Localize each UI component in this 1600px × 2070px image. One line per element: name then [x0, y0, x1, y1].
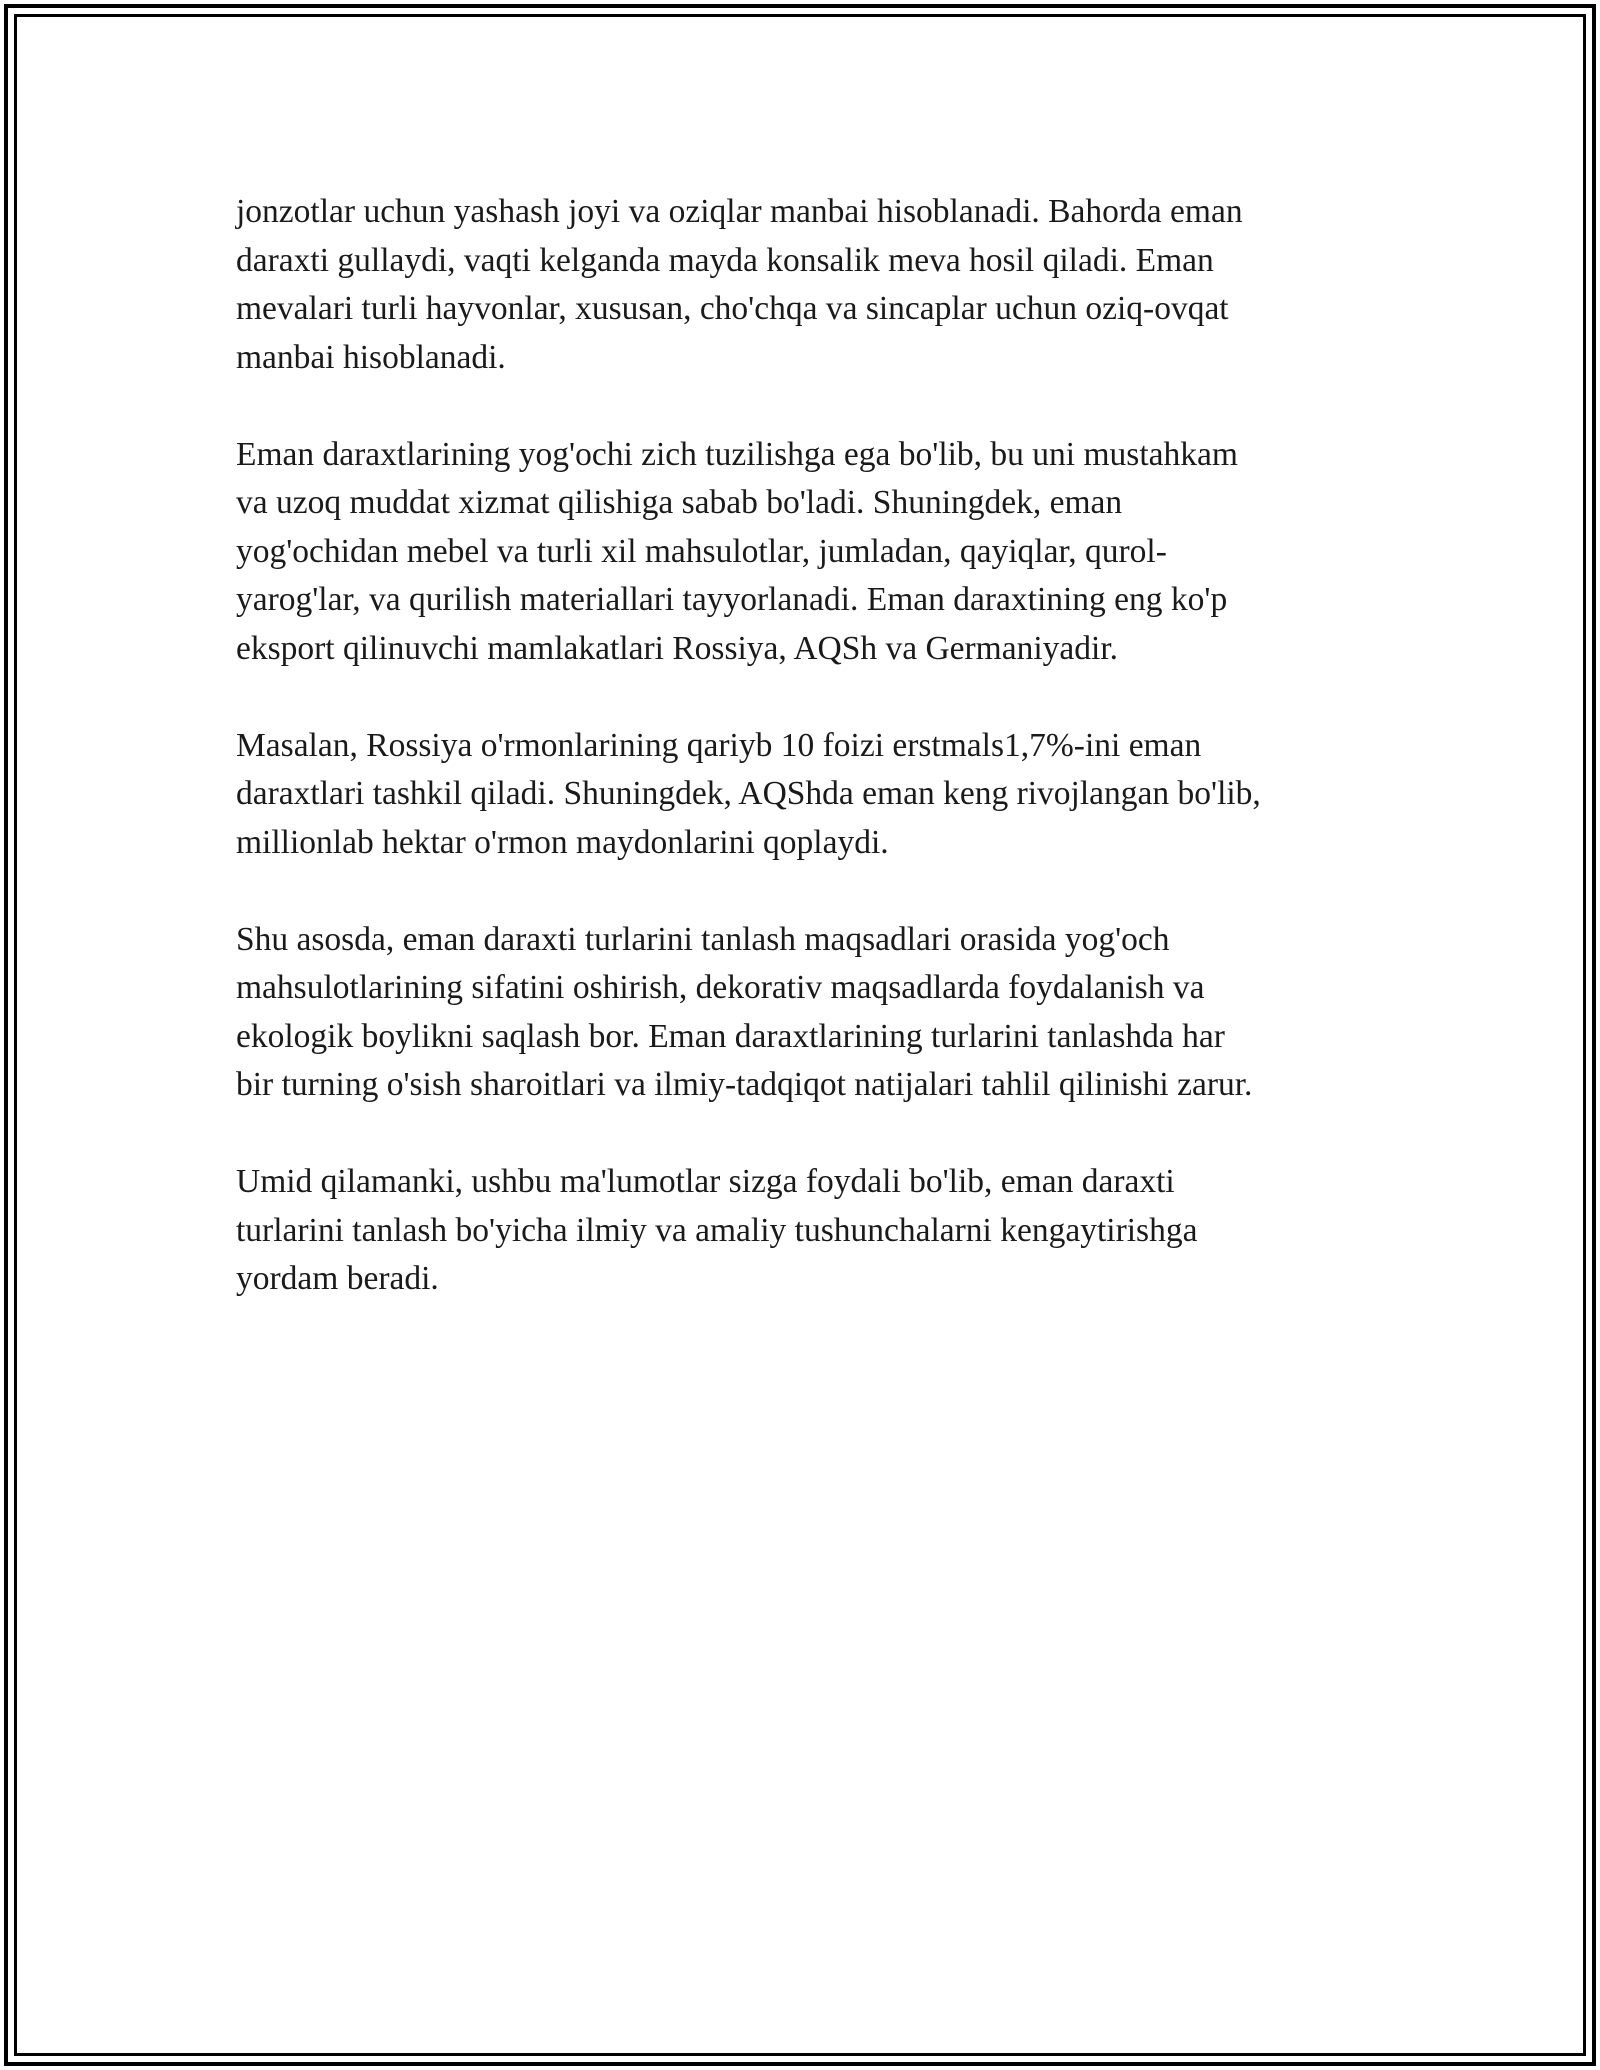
paragraph-3	[236, 722, 1386, 868]
text-line: yordam beradi.	[236, 1260, 439, 1297]
text-line: eksport qilinuvchi mamlakatlari Rossiya, AQSh va Germaniyadir.	[236, 629, 1119, 667]
text-line: manbai hisoblanadi.	[236, 338, 506, 376]
document-body	[236, 188, 1386, 1352]
text-line: ekologik boylikni saqlash bor. Eman daraxtlarining turlarini tanlashda har	[236, 1017, 1225, 1055]
text-line: mevalari turli hayvonlar, xususan, cho'chqa va sincaplar uchun oziq-ovqat	[236, 290, 1229, 327]
text-line: yarog'lar, va qurilish materiallari tayyorlanadi. Eman daraxtining eng ko'p	[236, 581, 1228, 618]
text-line: millionlab hektar o'rmon maydonlarini qoplaydi.	[236, 823, 889, 861]
text-line: yog'ochidan mebel va turli xil mahsulotlar, jumladan, qayiqlar, qurol-	[236, 532, 1167, 570]
text-line: Eman daraxtlarining yog'ochi zich tuzilishga ega bo'lib, bu uni mustahkam	[236, 435, 1238, 473]
text-line: va uzoq muddat xizmat qilishiga sabab bo'ladi. Shuningdek, eman	[236, 484, 1123, 521]
text-line: turlarini tanlash bo'yicha ilmiy va amaliy tushunchalarni kengaytirishga	[236, 1211, 1198, 1249]
paragraph-1	[236, 188, 1386, 382]
text-line: daraxtlari tashkil qiladi. Shuningdek, AQShda eman keng rivojlangan bo'lib,	[236, 775, 1261, 812]
text-line: Shu asosda, eman daraxti turlarini tanlash maqsadlari orasida yog'och	[236, 920, 1170, 958]
text-line: Masalan, Rossiya o'rmonlarining qariyb 10 foizi erstmals1,7%-ini eman	[236, 726, 1202, 764]
paragraph-2	[236, 431, 1386, 674]
text-line: Umid qilamanki, ushbu ma'lumotlar sizga foydali bo'lib, eman daraxti	[236, 1163, 1175, 1200]
text-line: mahsulotlarining sifatini oshirish, dekorativ maqsadlarda foydalanish va	[236, 969, 1205, 1006]
text-line: jonzotlar uchun yashash joyi va oziqlar manbai hisoblanadi. Bahorda eman	[236, 193, 1243, 230]
text-line: daraxti gullaydi, vaqti kelganda mayda konsalik meva hosil qiladi. Eman	[236, 241, 1214, 279]
text-line: bir turning o'sish sharoitlari va ilmiy-tadqiqot natijalari tahlil qilinishi zarur.	[236, 1066, 1253, 1103]
paragraph-5	[236, 1158, 1386, 1304]
paragraph-4	[236, 916, 1386, 1110]
